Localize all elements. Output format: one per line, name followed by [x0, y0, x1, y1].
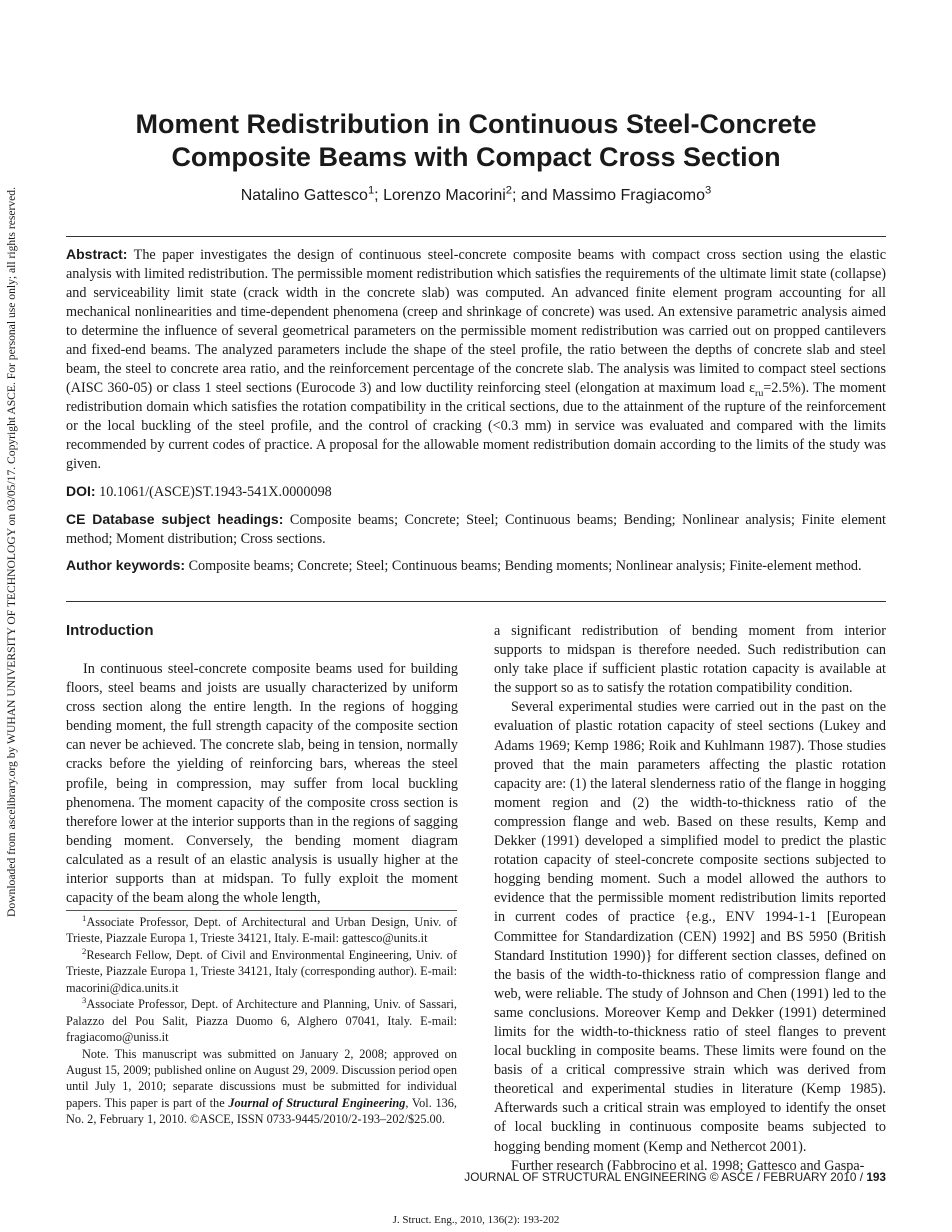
- abstract-top-rule: [66, 236, 886, 237]
- footnote-1-mark: 1: [82, 912, 87, 923]
- subject-headings-label: CE Database subject headings:: [66, 511, 284, 527]
- manuscript-note-text-1: Note. This manuscript was submitted on January 2, 2008; approved on August 15, 2009; published online on August 29, 2009. Discussion period open until July 1, 2010; separate discussions must be submitted for individual papers. This paper is part of the: [66, 1046, 457, 1110]
- author-keywords-value: Composite beams; Concrete; Steel; Continuous beams; Bending moments; Nonlinear analysis; Finite-element method.: [188, 558, 862, 574]
- footnote-rule: [66, 910, 457, 911]
- author-list: [66, 185, 886, 207]
- manuscript-note: [66, 1046, 457, 1127]
- subject-headings-value: Composite beams; Concrete; Steel; Continuous beams; Bending; Nonlinear analysis; Finite element method; Moment distribution; Cross sections.: [66, 512, 886, 547]
- abstract: [66, 245, 886, 474]
- abstract-label: Abstract:: [66, 246, 128, 262]
- footnotes: [66, 914, 457, 1128]
- abstract-subscript: ru: [755, 387, 764, 399]
- author-2: ; Lorenzo Macorini: [374, 187, 506, 204]
- footnote-2-mark: 2: [82, 946, 87, 956]
- footnote-2: [66, 947, 457, 996]
- author-keywords: [66, 556, 886, 576]
- intro-paragraph-2: Several experimental studies were carried out in the past on the evaluation of plastic rotation capacity of steel sections (Lukey and Adams 1969; Kemp 1986; Roik and Kuhlmann 1987). Those studies proved that the main parameters affecting the plastic rotation capacity are: (1) the lateral slenderness ratio of the flange in hogging moment region and (2) the width-to-thickness ratio of the compression flange and web. Based on these results, Kemp and Dekker (1991) developed a simplified model to predict the plastic rotation capacity of steel-concrete composite sections subjected to hogging bending moment. Such a model allowed the authors to evidence that the permissible moment redistribution limits reported in current codes of practice {e.g., ENV 1994-1-1 [European Committee for Standardization (CEN) 1992] and BS 5950 (British Standard Institution 1990)} for different section classes, defined on the basis of the width-to-thickness ratio of compression flange and web, were reliable. The study of Johnson and Chen (1991) led to the same conclusions. Moreover Kemp and Dekker (1991) determined limits for the width-to-thickness ratio of steel flanges to prevent local buckling in composite beams. These limits were found on the basis of a critical compressive strain which was derived from theoretical and experimental studies in literature (Kemp 1985). Afterwards such a critical strain was employed to identify the onset of local buckling in continuous composite beams subjected to hogging bending moment (Kemp and Nethercot 2001).: [494, 699, 886, 1155]
- abstract-text-1: The paper investigates the design of continuous steel-concrete composite beams with compact cross section using the elastic analysis with limited redistribution. The permissible moment redistribution which satisfies the requirements of the ultimate limit state (collapse) and serviceability limit state (crack width in the concrete slab) was computed. An advanced finite element program accounting for all mechanical nonlinearities and time-dependent phenomena (creep and shrinkage of concrete) was used. An extensive parametric analysis aimed to determine the influence of several geometrical parameters on the permissible moment redistribution was carried out on propped cantilevers and fixed-end beams. The analyzed parameters include the shape of the steel profile, the ratio between the depths of concrete slab and steel beam, the steel to concrete area ratio, and the reinforcement percentage of the concrete slab. The analysis was limited to compact steel sections (AISC 360-05) or class 1 steel sections (Eurocode 3) and low ductility reinforcing steel (elongation at maximum load ε: [66, 247, 886, 396]
- title-line-1: Moment Redistribution in Continuous Steel-Concrete: [135, 109, 817, 139]
- doi-value[interactable]: 10.1061/(ASCE)ST.1943-541X.0000098: [99, 484, 332, 500]
- page-number: 193: [866, 1170, 886, 1184]
- footnote-1-text: Associate Professor, Dept. of Architectural and Urban Design, Univ. of Trieste, Piazzale Europa 1, Trieste 34121, Italy. E-mail: gattesco@units.it: [66, 915, 457, 946]
- author-1: Natalino Gattesco: [240, 187, 368, 204]
- download-watermark: Downloaded from ascelibrary.org by WUHAN UNIVERSITY OF TECHNOLOGY on 03/05/17. Copyright ASCE. For personal use only; all rights reserved.: [5, 187, 18, 917]
- intro-paragraph-3: Further research (Fabbrocino et al. 1998; Gattesco and Gaspa-: [511, 1157, 865, 1174]
- author-1-mark: 1: [367, 184, 375, 197]
- citation-line: J. Struct. Eng., 2010, 136(2): 193-202: [392, 1214, 560, 1226]
- right-column: [494, 622, 886, 1176]
- author-3-mark: 3: [705, 184, 712, 197]
- doi: [66, 482, 886, 502]
- footnote-3-text: Associate Professor, Dept. of Architecture and Planning, Univ. of Sassari, Palazzo del Pou Salit, Piazza Duomo 6, Alghero 07041, Italy. E-mail: fragiacomo@uniss.it: [66, 997, 457, 1045]
- manuscript-note-text-2: , Vol. 136, No. 2, February 1, 2010. ©ASCE, ISSN 0733-9445/2010/2-193–202/$25.00.: [66, 1095, 457, 1127]
- title-line-2: Composite Beams with Compact Cross Section: [171, 142, 781, 172]
- journal-footer: [464, 1170, 886, 1184]
- intro-paragraph-continued: a significant redistribution of bending moment from interior supports to midspan is therefore needed. Such redistribution can only take place if sufficient plastic rotation capacity is available at the support so as to satisfy the rotation compatibility condition.: [494, 623, 886, 697]
- left-column: [66, 660, 458, 908]
- paper-title: [66, 108, 886, 174]
- subject-headings: [66, 510, 886, 549]
- author-keywords-label: Author keywords:: [66, 557, 186, 573]
- abstract-bottom-rule: [66, 601, 886, 602]
- author-2-mark: 2: [505, 184, 513, 197]
- footnote-2-text: Research Fellow, Dept. of Civil and Environmental Engineering, Univ. of Trieste, Piazzale Europa 1, Trieste 34121, Italy (corresponding author). E-mail: macorini@dica.units.it: [66, 948, 457, 995]
- doi-label: DOI:: [66, 483, 96, 499]
- author-3: ; and Massimo Fragiacomo: [512, 187, 705, 204]
- section-heading-introduction: Introduction: [66, 622, 154, 639]
- footnote-3-mark: 3: [82, 995, 87, 1006]
- footnote-3: [66, 996, 457, 1045]
- journal-name: Journal of Structural Engineering: [228, 1095, 406, 1110]
- footnote-1: [66, 914, 457, 947]
- intro-paragraph-1: In continuous steel-concrete composite beams used for building floors, steel beams and joists are usually characterized by uniform cross section along the entire length. In the regions of hogging bending moment, the full strength capacity of the composite section can never be achieved. The concrete slab, being in tension, normally cracks before the yielding of reinforcing bars, whereas the steel profile, being in compression, may suffer from local buckling phenomena. The moment capacity of the composite cross section is therefore lower at the interior supports than in the regions of sagging bending moment. Conversely, the bending moment diagram calculated as a result of an elastic analysis is usually higher at the interior supports than at midspan. To fully exploit the moment capacity of the beam along the whole length,: [66, 661, 458, 907]
- abstract-text-2: =2.5%). The moment redistribution domain which satisfies the rotation compatibility in the critical sections, due to the attainment of the rupture of the reinforcement or the local buckling of the steel profile, and the control of cracking (<0.3 mm) in service was evaluated and compared with the limits recommended by current codes of practice. A proposal for the allowable moment redistribution domain according to the limits of the study was given.: [66, 380, 886, 472]
- journal-footer-text: JOURNAL OF STRUCTURAL ENGINEERING © ASCE / FEBRUARY 2010 /: [464, 1170, 867, 1184]
